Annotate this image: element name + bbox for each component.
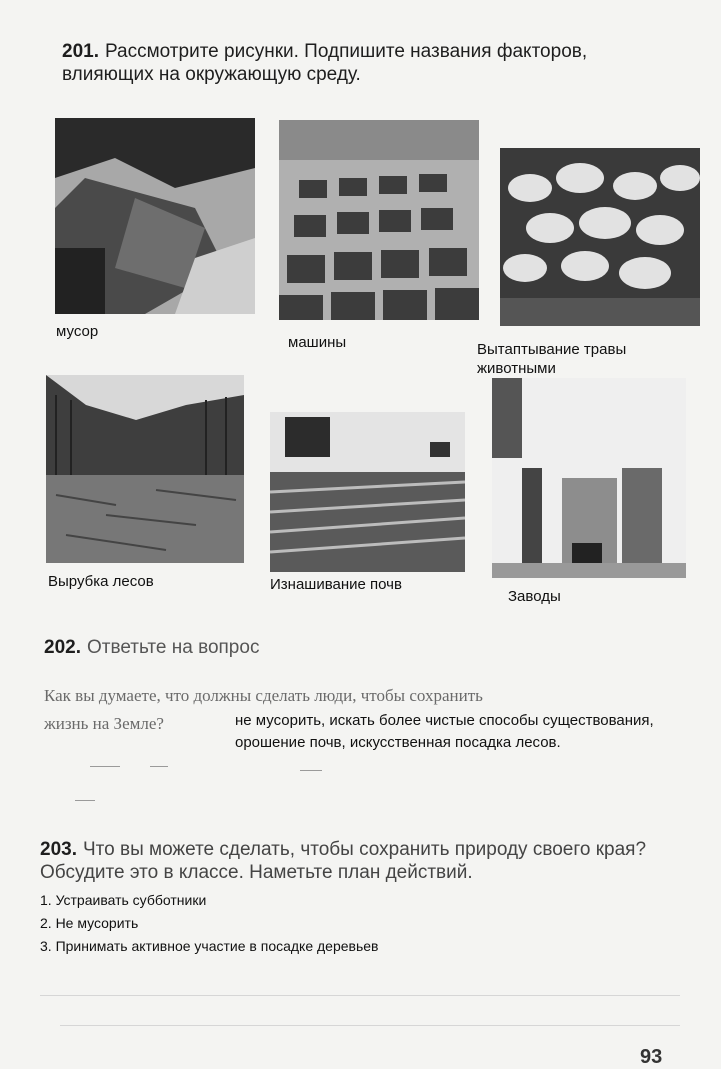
caption-cars: машины [288,334,347,351]
cars-photo [279,120,479,320]
answer-line [75,800,95,801]
caption-garbage: мусор [56,323,99,340]
caption-sheep: Вытаптывание травы животными [477,341,627,377]
exercise-201-text: Рассмотрите рисунки. Подпишите названия факторов, влияющих на окружающую среду. [62,41,588,85]
caption-factory: Заводы [508,588,561,605]
exercise-202-number: 202. [44,637,81,658]
page-number: 93 [640,1046,663,1068]
caption-deforestation: Вырубка лесов [48,573,154,590]
plan-item-3: 3. Принимать активное участие в посадке деревьев [40,938,379,954]
exercise-203-number: 203. [40,839,77,860]
tractor-field-photo [270,412,465,572]
plan-item-1: 1. Устраивать субботники [40,892,207,908]
writing-line [40,995,680,996]
exercise-202-answer: не мусорить, искать более чистые способы существования, орошение почв, искусственная посадка лесов. [235,712,654,751]
exercise-202-heading [44,636,259,659]
plan-item-2: 2. Не мусорить [40,915,139,931]
exercise-201-heading [62,40,677,86]
exercise-201-number: 201. [62,41,99,62]
garbage-photo [55,118,255,314]
deforestation-photo [46,375,244,563]
writing-line [60,1025,680,1026]
exercise-203-heading [40,838,690,884]
exercise-202-title: Ответьте на вопрос [86,637,260,658]
caption-soil: Изнашивание почв [270,576,402,593]
exercise-203-text: Что вы можете сделать, чтобы сохранить природу своего края? Обсудите это в классе. Наметьте план действий. [40,839,647,883]
exercise-202-question-line1: Как вы думаете, что должны сделать люди, чтобы сохранить [44,686,483,705]
factory-photo [492,378,686,578]
answer-line [300,770,322,771]
answer-line [150,766,168,767]
sheep-photo [500,148,700,326]
exercise-202-question-line2: жизнь на Земле? [44,714,164,733]
answer-line [90,766,120,767]
